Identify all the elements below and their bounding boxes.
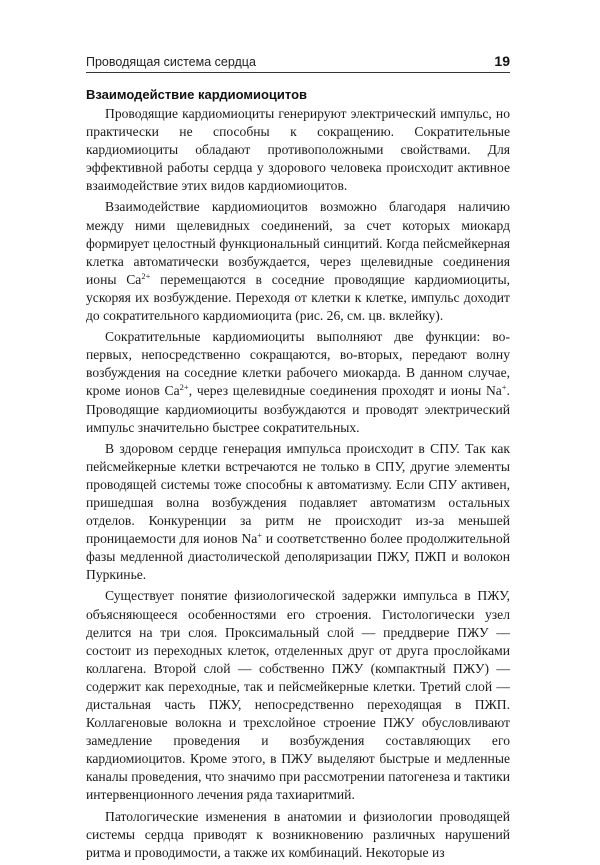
- paragraph-3-text-b: , через щелевидные соединения проходят и ионы Na: [188, 383, 502, 399]
- ion-charge-superscript: 2+: [179, 382, 189, 393]
- paragraph-1-text: Проводящие кардиомиоциты генерируют электрический импульс, но практически не способны к сокращению. Сократительные кардиомиоциты обладают противоположными свойствами. Для эффективной работы сердца у здорового человека происходит активное взаимодействие этих видов кардиомиоцитов.: [86, 106, 510, 194]
- paragraph-3: [86, 328, 510, 437]
- paragraph-2-text-b: перемещаются в соседние проводящие кардиомиоциты, ускоряя их возбуждение. Переходя от клетки к клетке, импульс доходит до сократительного кардиомиоцита (рис. 26, см. цв. вклейку).: [86, 271, 510, 324]
- ion-charge-superscript: +: [257, 530, 263, 541]
- paragraph-3-text-c: . Проводящие кардиомиоциты возбуждаются и проводят электрический импульс значительно быстрее сократительных.: [86, 383, 510, 435]
- paragraph-4-text-b: и соответственно более продолжительной фазы медленной диастолической деполяризации ПЖУ, ПЖП и волокон Пуркинье.: [86, 531, 510, 583]
- ion-charge-superscript: 2+: [141, 270, 151, 281]
- paragraph-2-text-a: Взаимодействие кардиомиоцитов возможно благодаря наличию между ними щелевидных соединений, за счет которых миокард формирует целостный функциональный синцитий. Когда пейсмейкерная клетка автоматически возбуждается, через щелевидные соединения ионы Ca: [86, 199, 510, 287]
- paragraph-5-text: Существует понятие физиологической задержки импульса в ПЖУ, объясняющееся особенностями его строения. Гистологически узел делится на три слоя. Проксимальный слой — преддверие ПЖУ — состоит из переходных клеток, отделенных друг от друга прослойками коллагена. Второй слой — собственно ПЖУ (компактный ПЖУ) — содержит как переходные, так и пейсмейкерные клетки. Третий слой — дистальная часть ПЖУ, непосредственно переходящая в ПЖП. Коллагеновые волокна и трехслойное строение ПЖУ обусловливают замедление проведения и возбуждения составляющих его кардиомиоцитов. Кроме этого, в ПЖУ выделяют быстрые и медленные каналы проведения, что значимо при рассмотрении патогенеза и тактики интервенционного лечения ряда тахиаритмий.: [86, 588, 510, 803]
- section-heading: Взаимодействие кардиомиоцитов: [86, 87, 308, 102]
- paragraph-1: [86, 105, 510, 195]
- paragraph-5: [86, 587, 510, 804]
- page-number: 19: [494, 53, 510, 69]
- paragraph-2: [86, 198, 510, 325]
- ion-charge-superscript: +: [501, 382, 507, 393]
- paragraph-4: [86, 440, 510, 585]
- paragraph-6-text: Патологические изменения в анатомии и физиологии проводящей системы сердца приводят к возникновению различных нарушений ритма и проводимости, а также их комбинаций. Некоторые из: [86, 808, 510, 860]
- running-title: Проводящая система сердца: [86, 55, 256, 69]
- paragraph-3-text-a: Сократительные кардиомиоциты выполняют две функции: во-первых, непосредственно сокращаются, во-вторых, передают волну возбуждения на соседние клетки рабочего миокарда. В данном случае, кроме ионов Ca: [86, 329, 510, 399]
- running-head: [86, 52, 510, 72]
- paragraph-6: [86, 808, 510, 862]
- header-rule: [86, 72, 510, 73]
- paragraph-4-text-a: В здоровом сердце генерация импульса происходит в СПУ. Так как пейсмейкерные клетки встречаются не только в СПУ, другие элементы проводящей системы тоже способны к автоматизму. Если СПУ активен, пришедшая волна возбуждения подавляет автоматизм остальных отделов. Конкуренции за ритм не происходит из-за меньшей проницаемости для ионов Na: [86, 440, 510, 547]
- page-content: [86, 86, 510, 865]
